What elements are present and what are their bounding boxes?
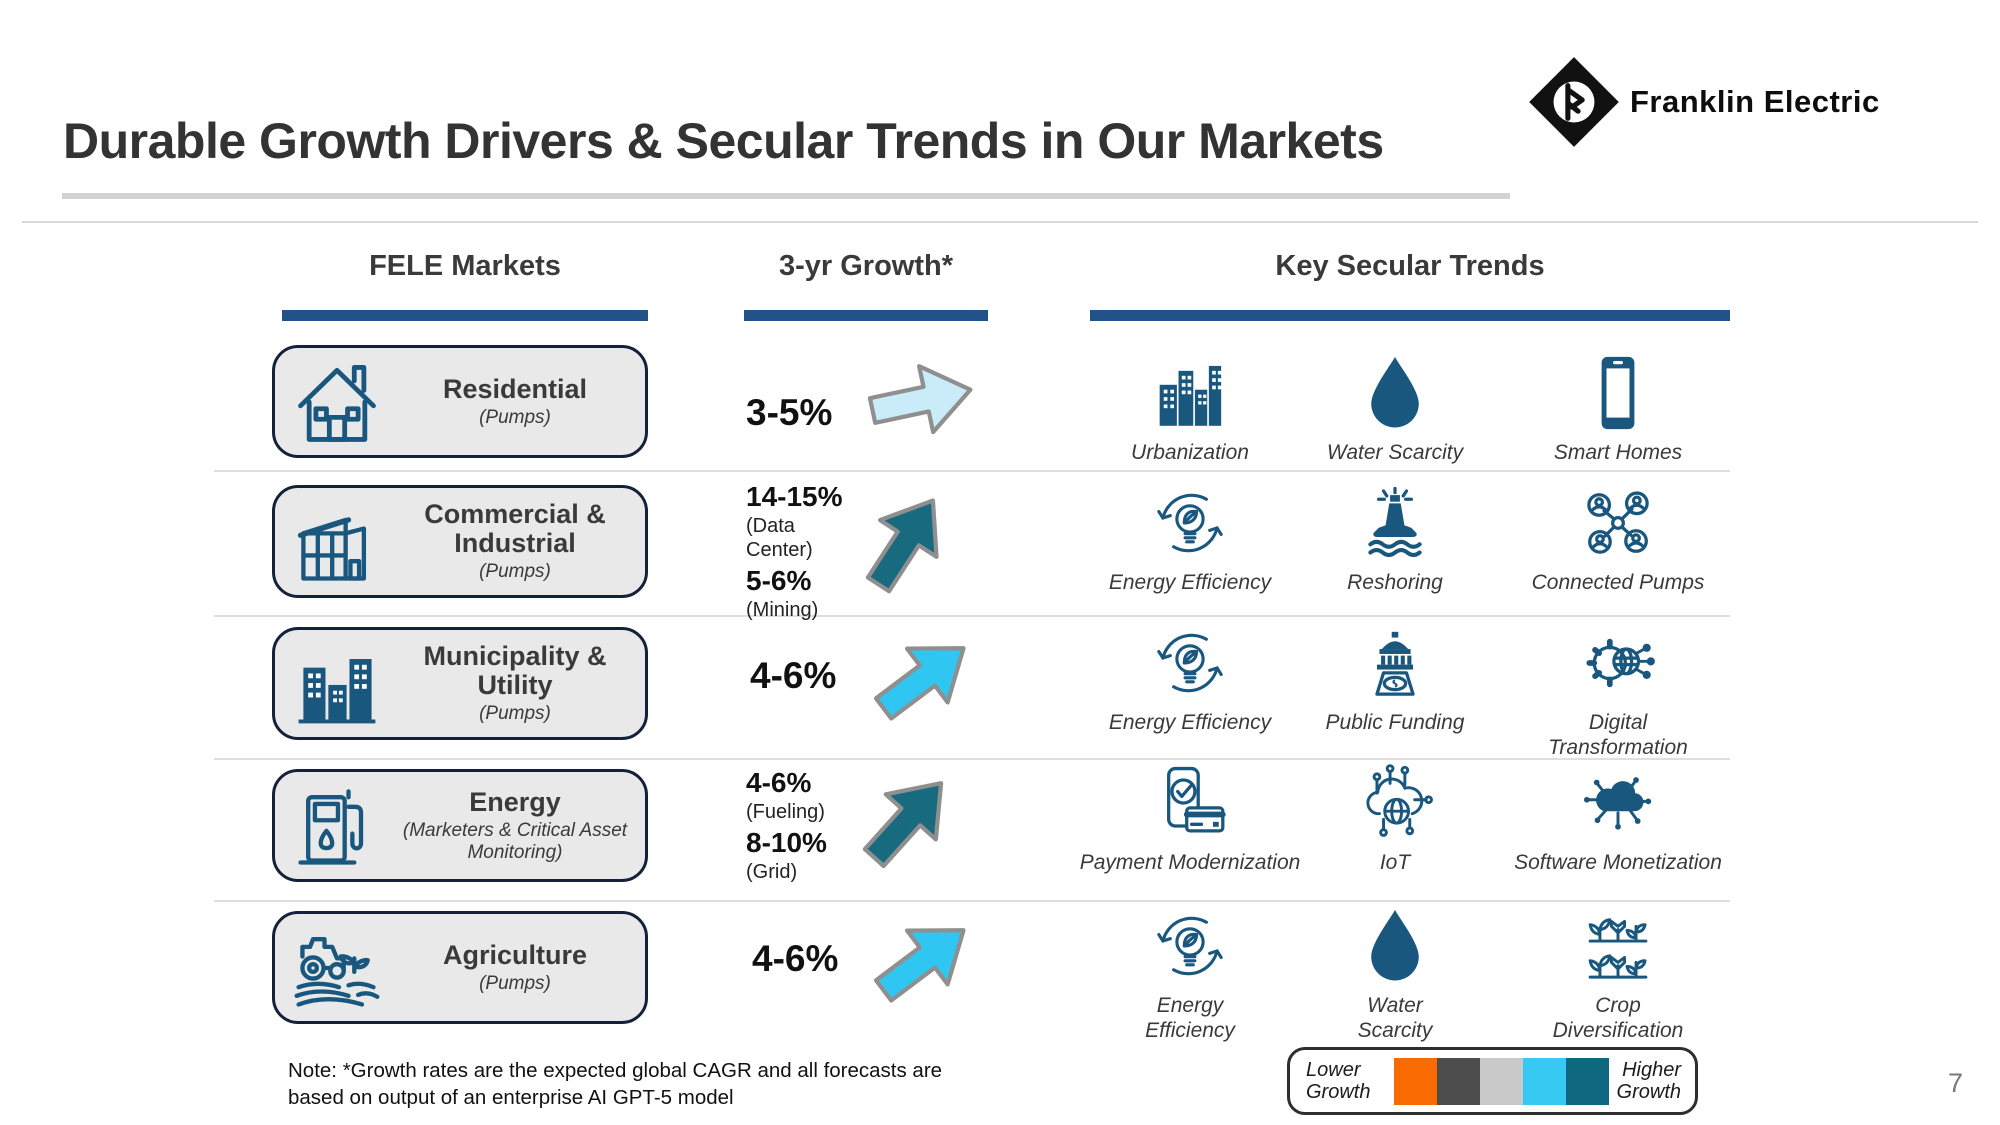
column-header-trends: Key Secular Trends	[1275, 250, 1545, 282]
growth-header-underline	[744, 310, 988, 321]
trend-item	[1285, 352, 1505, 466]
market-name: Energy	[469, 786, 561, 817]
trend-label: Energy Efficiency	[1145, 994, 1235, 1042]
urbanization-icon	[1149, 352, 1231, 434]
trend-item	[1060, 762, 1320, 876]
market-subtitle: (Pumps)	[479, 561, 551, 583]
growth-value: 4-6%	[750, 655, 837, 696]
row-separator	[214, 470, 1730, 472]
growth-value: 14-15%	[746, 481, 843, 512]
tractor-icon	[289, 920, 385, 1016]
crop-diversification-icon	[1577, 905, 1659, 987]
market-card-commercial-industrial	[272, 485, 648, 598]
house-icon	[289, 354, 385, 450]
trend-item	[1285, 482, 1505, 596]
energy-efficiency-icon	[1149, 622, 1231, 704]
legend-lower-label: Lower Growth	[1306, 1058, 1371, 1103]
trend-label: Connected Pumps	[1531, 571, 1705, 594]
digital-transformation-icon	[1577, 622, 1659, 704]
trend-item	[1508, 352, 1728, 466]
title-rule-thin	[22, 221, 1978, 223]
growth-qualifier: (Grid)	[746, 861, 798, 883]
growth-arrow	[842, 753, 974, 887]
trend-label: Payment Modernization	[1079, 851, 1301, 874]
market-card-energy	[272, 769, 648, 882]
markets-header-underline	[282, 310, 648, 321]
software-monetization-icon	[1577, 762, 1659, 844]
market-subtitle: (Pumps)	[479, 406, 551, 428]
page-number: 7	[1948, 1068, 1964, 1098]
trend-item	[1080, 622, 1300, 736]
column-header-markets: FELE Markets	[369, 250, 561, 282]
market-card-agriculture	[272, 911, 648, 1024]
energy-efficiency-icon	[1149, 905, 1231, 987]
market-card-residential	[272, 345, 648, 458]
reshoring-lighthouse-icon	[1354, 482, 1436, 564]
trends-header-underline	[1090, 310, 1730, 321]
trend-item	[1508, 622, 1728, 761]
franklin-electric-logo	[1528, 56, 1880, 148]
water-drop-icon	[1354, 905, 1436, 987]
legend-swatch-cyan	[1523, 1058, 1566, 1105]
page-title: Durable Growth Drivers & Secular Trends in Our Markets	[63, 112, 1384, 169]
trend-label: Water Scarcity	[1357, 994, 1433, 1042]
footnote	[288, 1057, 942, 1111]
public-funding-capitol-icon	[1354, 622, 1436, 704]
title-rule-thick	[62, 193, 1510, 199]
trend-item	[1080, 905, 1300, 1044]
growth-qualifier: (Fueling)	[746, 801, 825, 823]
trend-label: IoT	[1379, 851, 1411, 874]
growth-color-legend	[1287, 1047, 1698, 1115]
market-subtitle: (Pumps)	[479, 703, 551, 725]
column-header-growth: 3-yr Growth*	[778, 250, 954, 282]
smartphone-icon	[1577, 352, 1659, 434]
market-subtitle: (Pumps)	[479, 972, 551, 994]
growth-value: 3-5%	[746, 392, 833, 433]
market-name: Agriculture	[442, 939, 588, 970]
market-name: Municipality & Utility	[423, 640, 607, 701]
trend-label: Public Funding	[1325, 711, 1465, 734]
fuel-pump-icon	[289, 778, 385, 874]
trend-item	[1080, 352, 1300, 466]
growth-qualifier: (Data Center)	[746, 515, 813, 561]
trend-label: Reshoring	[1347, 571, 1443, 594]
growth-arrow	[857, 896, 991, 1025]
legend-swatch-orange	[1394, 1058, 1437, 1105]
market-card-municipality-utility	[272, 627, 648, 740]
trend-item	[1285, 622, 1505, 736]
legend-higher-label: Higher Growth	[1616, 1058, 1681, 1103]
growth-block	[746, 480, 856, 625]
trend-label: Smart Homes	[1553, 441, 1683, 464]
logo-text: Franklin Electric	[1630, 84, 1880, 119]
growth-value: 5-6%	[746, 565, 812, 596]
trend-label: Digital Transformation	[1548, 711, 1688, 759]
trend-label: Energy Efficiency	[1108, 711, 1272, 734]
commercial-building-icon	[289, 494, 385, 590]
legend-swatch-light-gray	[1480, 1058, 1523, 1105]
legend-swatch-dark-gray	[1437, 1058, 1480, 1105]
trend-item	[1488, 762, 1748, 876]
water-drop-icon	[1354, 352, 1436, 434]
iot-cloud-icon	[1354, 762, 1436, 844]
trend-label: Energy Efficiency	[1108, 571, 1272, 594]
trend-item	[1080, 482, 1300, 596]
growth-qualifier: (Mining)	[746, 599, 819, 621]
payment-modernization-icon	[1149, 762, 1231, 844]
row-separator	[214, 900, 1730, 902]
trend-label: Urbanization	[1131, 441, 1249, 464]
trend-item	[1285, 905, 1505, 1044]
franklin-electric-diamond-icon	[1528, 56, 1620, 148]
row-separator	[214, 758, 1730, 760]
market-name: Commercial & Industrial	[424, 498, 606, 559]
trend-label: Crop Diversification	[1552, 994, 1684, 1042]
market-name: Residential	[442, 373, 588, 404]
legend-swatches	[1394, 1058, 1609, 1105]
footnote-line: based on output of an enterprise AI GPT-5 model	[288, 1086, 734, 1110]
trend-item	[1508, 905, 1728, 1044]
market-subtitle: (Marketers & Critical Asset Monitoring)	[402, 819, 628, 863]
trend-label: Software Monetization	[1514, 851, 1722, 874]
growth-block	[746, 766, 856, 887]
connected-pumps-icon	[1577, 482, 1659, 564]
growth-arrow	[857, 614, 991, 743]
growth-arrow	[843, 475, 969, 609]
trend-item	[1508, 482, 1728, 596]
legend-swatch-teal	[1566, 1058, 1609, 1105]
trend-item	[1285, 762, 1505, 876]
city-buildings-icon	[289, 636, 385, 732]
row-separator	[214, 615, 1730, 617]
growth-value: 4-6%	[752, 938, 839, 979]
footnote-line: Note: *Growth rates are the expected global CAGR and all forecasts are	[288, 1059, 943, 1082]
growth-arrow	[861, 350, 983, 451]
energy-efficiency-icon	[1149, 482, 1231, 564]
trend-label: Water Scarcity	[1326, 441, 1464, 464]
growth-value: 8-10%	[746, 827, 827, 858]
growth-value: 4-6%	[746, 767, 812, 798]
